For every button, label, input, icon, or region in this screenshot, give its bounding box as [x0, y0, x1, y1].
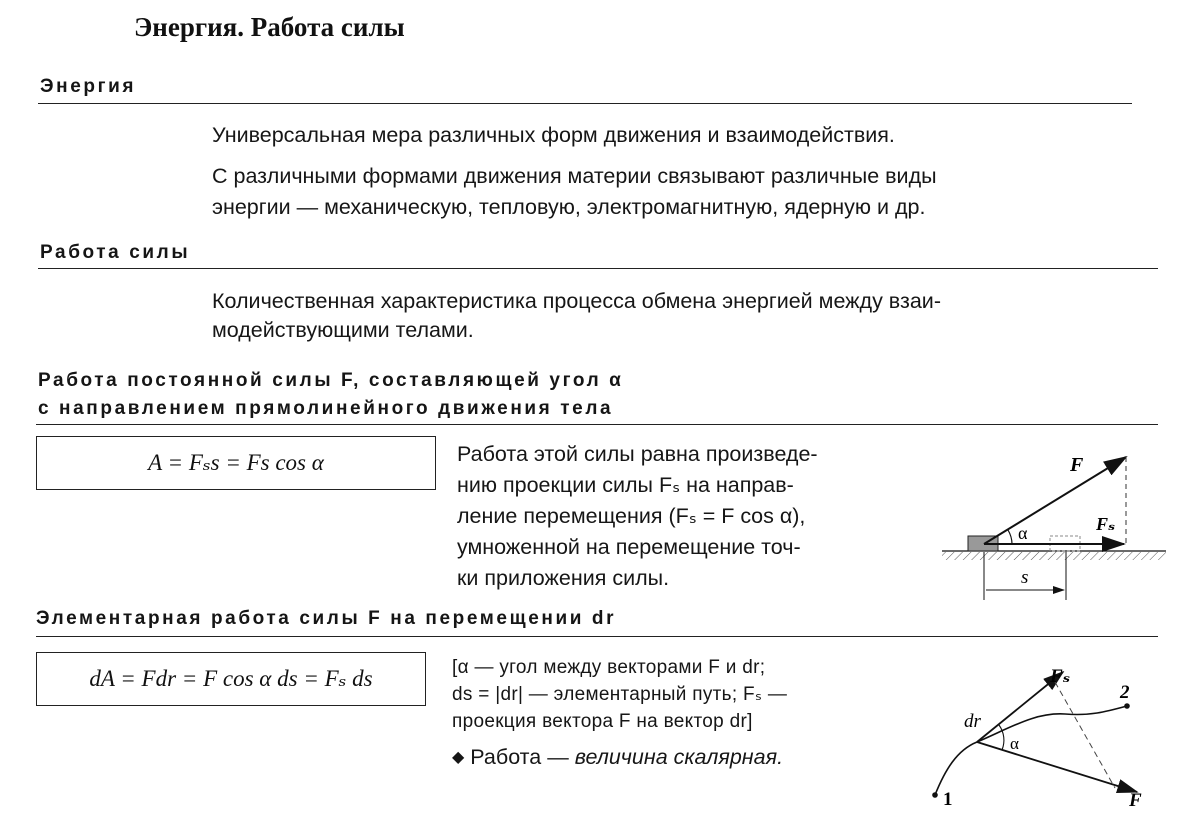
elementary-note-line1: [α — угол между векторами F и dr;	[452, 657, 766, 678]
formula-box-constant-force	[36, 436, 436, 490]
label-displacement: s	[1021, 567, 1029, 588]
angle-arc	[1008, 530, 1012, 544]
divider-work	[38, 268, 1158, 269]
elementary-work-diagram	[915, 650, 1170, 835]
point-2-dot	[1124, 703, 1130, 709]
divider-constant-force	[36, 424, 1158, 425]
work-definition-line1: Количественная характеристика процесса обмена энергией между взаи-	[212, 289, 941, 313]
label-projection: Fₛ	[1096, 514, 1116, 534]
section-heading-work: Работа силы	[40, 242, 191, 263]
constant-force-text-line3: ление перемещения (Fₛ = F cos α),	[457, 504, 806, 528]
elementary-note-line3: проекция вектора F на вектор dr]	[452, 711, 753, 732]
formula-constant-force: A = Fₛs = Fs cos α	[148, 450, 324, 475]
constant-force-text-line1: Работа этой силы равна произведе-	[457, 442, 818, 466]
page-title: Энергия. Работа силы	[134, 12, 405, 42]
elementary-note-line2: ds = |dr| — элементарный путь; Fₛ —	[452, 684, 788, 705]
section-heading-elementary: Элементарная работа силы F на перемещении dr	[36, 608, 617, 629]
bullet-lead: Работа —	[470, 745, 569, 769]
constant-force-text-line5: ки приложения силы.	[457, 566, 670, 590]
label-force: F	[1070, 454, 1084, 476]
energy-definition: Универсальная мера различных форм движения и взаимодействия.	[212, 123, 895, 147]
section-heading-constant-force-1: Работа постоянной силы F, составляющей угол α	[38, 370, 624, 391]
label-dr: dr	[964, 711, 981, 732]
force-vector-2	[977, 742, 1137, 792]
constant-force-diagram	[930, 440, 1170, 605]
label-point-1: 1	[943, 789, 953, 810]
energy-forms-line1: С различными формами движения материи связывают различные виды	[212, 164, 937, 188]
bullet-emphasis: величина скалярная.	[574, 745, 784, 769]
energy-forms-line2: энергии — механическую, тепловую, электромагнитную, ядерную и др.	[212, 195, 926, 219]
ground-hatch	[942, 552, 1166, 560]
formula-box-elementary	[36, 652, 426, 706]
label-angle-2: α	[1010, 734, 1019, 753]
formula-elementary: dA = Fdr = F cos α ds = Fₛ ds	[89, 666, 373, 691]
label-point-2: 2	[1120, 682, 1130, 703]
projection-dashed	[1055, 682, 1115, 788]
divider-energy	[38, 103, 1132, 104]
diamond-bullet-icon: ◆	[452, 749, 465, 766]
label-fs: Fₛ	[1050, 666, 1071, 687]
point-1-dot	[932, 792, 938, 798]
constant-force-text-line4: умноженной на перемещение точ-	[457, 535, 801, 559]
scalar-bullet	[452, 742, 783, 775]
section-heading-constant-force-2: с направлением прямолинейного движения тела	[38, 398, 614, 419]
label-force-2: F	[1129, 790, 1142, 811]
section-heading-energy: Энергия	[40, 76, 137, 97]
constant-force-text-line2: нию проекции силы Fₛ на направ-	[457, 473, 794, 497]
divider-elementary	[36, 636, 1158, 637]
angle-arc-2	[999, 725, 1004, 750]
label-angle: α	[1018, 523, 1028, 543]
work-definition-line2: модействующими телами.	[212, 318, 474, 342]
